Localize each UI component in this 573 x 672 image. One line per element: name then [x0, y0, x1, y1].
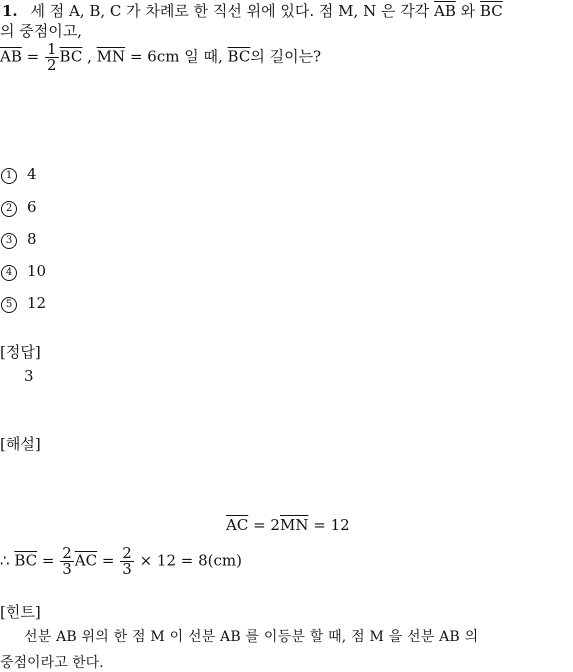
- question-text-2: 의 중점이고,: [0, 22, 82, 40]
- question-line-1: [2, 0, 503, 21]
- choice-2[interactable]: [1, 198, 37, 217]
- eq1-ac: $\overline{AC}$: [226, 516, 249, 534]
- choice-5[interactable]: [1, 294, 46, 313]
- eq1-rhs: = 12: [313, 516, 350, 534]
- cond-mn: $\overline{MN}$: [96, 47, 126, 66]
- eq2-therefore: ∴: [0, 551, 10, 570]
- question-condition-line: [0, 42, 321, 73]
- cond-frac-num: 1: [47, 40, 57, 58]
- choice-5-mark: 5: [1, 297, 17, 313]
- eq2-frac2-num: 2: [122, 544, 132, 562]
- solution-equation-2: [0, 546, 242, 577]
- cond-fraction: [45, 42, 59, 73]
- eq2-fraction-1: [60, 546, 74, 577]
- answer-label: [정답]: [0, 343, 41, 361]
- hint-line-1: 선분 AB 위의 한 점 M 이 선분 AB 를 이등분 할 때, 점 M 을 선분 AB 의: [24, 629, 479, 645]
- hint-label: [힌트]: [0, 603, 41, 621]
- cond-eq: =: [26, 47, 40, 66]
- cond-ab: $\overline{AB}$: [0, 47, 22, 66]
- choice-4[interactable]: [1, 262, 46, 281]
- segment-bc: $\overline{BC}$: [479, 2, 503, 20]
- cond-frac-den: 2: [47, 56, 57, 74]
- eq2-fraction-2: [120, 546, 134, 577]
- choice-2-mark: 2: [1, 201, 17, 217]
- choice-1-mark: 1: [1, 168, 17, 184]
- eq2-eq2: =: [101, 551, 115, 570]
- cond-when: 일 때,: [184, 47, 223, 66]
- choice-4-mark: 4: [1, 265, 17, 281]
- choice-3-value: 8: [27, 230, 37, 248]
- word-and: 와: [460, 2, 476, 20]
- hint-line-2: 중점이라고 한다.: [0, 655, 104, 671]
- eq1-mn: $\overline{MN}$: [279, 516, 309, 534]
- eq2-tail: × 12 = 8(cm): [139, 551, 242, 570]
- choice-3-mark: 3: [1, 233, 17, 249]
- question-number: 1.: [2, 2, 18, 20]
- solution-equation-1: [226, 516, 350, 534]
- eq2-frac2-den: 3: [122, 560, 132, 578]
- eq2-frac1-num: 2: [62, 544, 72, 562]
- eq2-frac1-den: 3: [62, 560, 72, 578]
- choice-1-value: 4: [27, 165, 37, 183]
- choice-4-value: 10: [27, 262, 47, 280]
- eq2-bc: $\overline{BC}$: [14, 551, 38, 570]
- cond-bc: $\overline{BC}$: [59, 47, 83, 66]
- segment-ab: $\overline{AB}$: [433, 2, 456, 20]
- solution-label: [해설]: [0, 435, 41, 453]
- eq2-ac: $\overline{AC}$: [74, 551, 98, 570]
- ask-text: 의 길이는?: [250, 47, 322, 66]
- eq1-mid: = 2: [253, 516, 280, 534]
- choice-3[interactable]: [1, 230, 37, 249]
- choice-1[interactable]: [1, 165, 37, 184]
- cond-mn-value: = 6cm: [129, 47, 180, 66]
- cond-sep: ,: [87, 47, 92, 66]
- choice-2-value: 6: [27, 198, 37, 216]
- choice-5-value: 12: [27, 294, 47, 312]
- answer-value: 3: [24, 367, 34, 385]
- question-text-1: 세 점 A, B, C 가 차례로 한 직선 위에 있다. 점 M, N 은 각각: [30, 2, 430, 20]
- ask-bc: $\overline{BC}$: [227, 47, 251, 66]
- question-line-2: [0, 20, 82, 41]
- eq2-eq: =: [41, 551, 55, 570]
